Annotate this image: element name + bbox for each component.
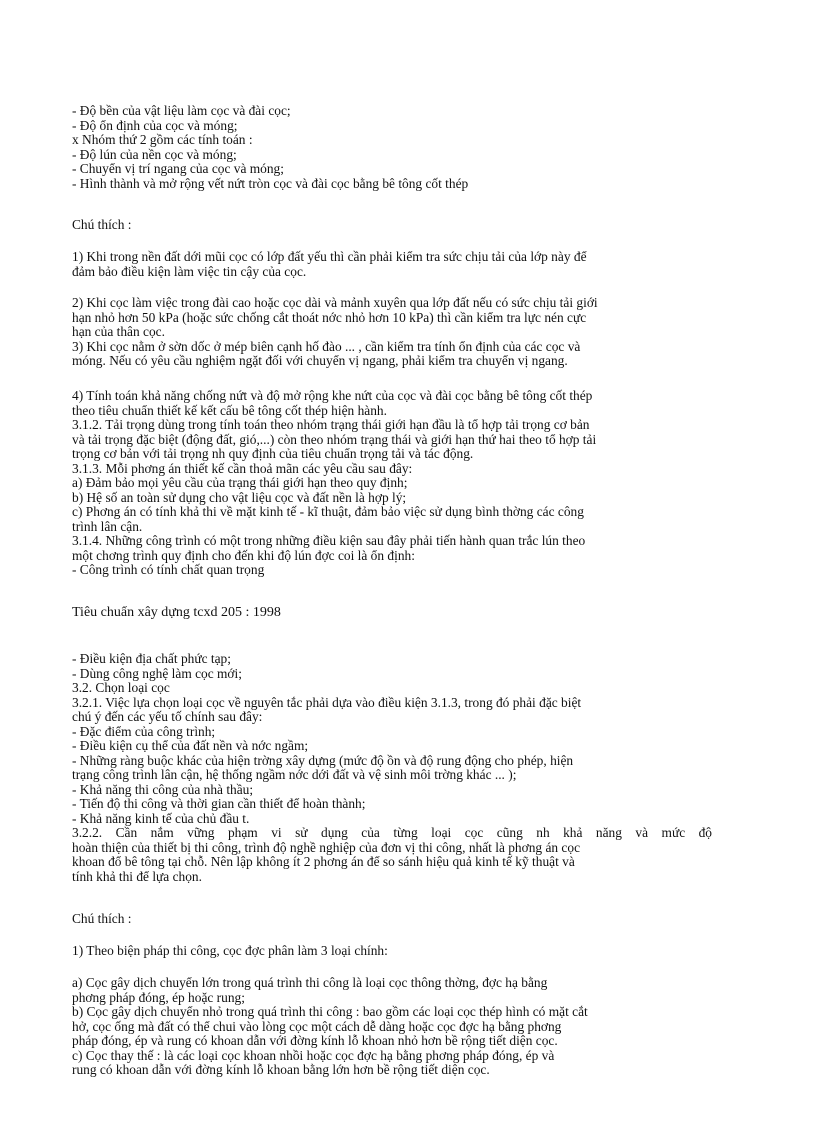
text-line: b) Cọc gây dịch chuyển nhỏ trong quá trình thi công : bao gồm các loại cọc thép hình có mặt cắt	[72, 1005, 588, 1019]
text-line: b) Hệ số an toàn sử dụng cho vật liệu cọc và đất nền là hợp lý;	[72, 490, 407, 505]
text-line: - Điều kiện địa chất phức tạp;	[72, 652, 231, 666]
text-line: 3.1.2. Tải trọng dùng trong tính toán theo nhóm trạng thái giới hạn đầu là tổ hợp tải trọng cơ bản	[72, 418, 590, 432]
text-line: hạn nhỏ hơn 50 kPa (hoặc sức chống cắt thoát nớc nhỏ hơn 10 kPa) thì cần kiểm tra lực nén cực	[72, 310, 587, 325]
text-line: trọng cơ bản với tải trọng nh quy định của tiêu chuẩn trọng tải và tác động.	[72, 447, 474, 461]
text-line: một chơng trình quy định cho đến khi độ lún đợc coi là ổn định:	[72, 548, 415, 563]
text-line: - Công trình có tính chất quan trọng	[72, 563, 265, 577]
text-line: trình lân cận.	[72, 519, 143, 534]
text-line: tính khả thi để lựa chọn.	[72, 869, 202, 884]
pile-types-list	[72, 976, 712, 1078]
text-line: hạn của thân cọc.	[72, 325, 165, 339]
text-line: - Khả năng thi công của nhà thầu;	[72, 782, 254, 797]
text-line: phơng pháp đóng, ép hoặc rung;	[72, 990, 245, 1005]
text-line: a) Cọc gây dịch chuyển lớn trong quá trình thi công là loại cọc thông thờng, đợc hạ bằng	[72, 976, 548, 990]
text-line: 3.1.3. Mỗi phơng án thiết kế cần thoả mãn các yêu cầu sau đây:	[72, 461, 413, 476]
page-header-standard: Tiêu chuẩn xây dựng tcxd 205 : 1998	[72, 605, 281, 620]
text-line: x Nhóm thứ 2 gồm các tính toán :	[72, 133, 253, 147]
note-paragraph: 1) Theo biện pháp thi công, cọc đợc phân làm 3 loại chính:	[72, 944, 388, 958]
note-paragraph	[72, 250, 712, 279]
section-3-1-paragraphs	[72, 389, 712, 578]
text-line: trạng công trình lân cận, hệ thống ngầm nớc dới đất và vệ sinh môi trờng khác ... );	[72, 768, 517, 782]
text-line: móng. Nếu có yêu cầu nghiệm ngặt đối với chuyển vị ngang, phải kiểm tra chuyển vị ngang.	[72, 354, 568, 368]
text-line: 3.2.1. Việc lựa chọn loại cọc về nguyên tắc phải dựa vào điều kiện 3.1.3, trong đó phải đặc biệt	[72, 695, 582, 710]
text-line: - Khả năng kinh tế của chủ đầu t.	[72, 811, 250, 826]
text-line: 4) Tính toán khả năng chống nứt và độ mở rộng khe nứt của cọc và đài cọc bằng bê tông cốt thép	[72, 389, 593, 403]
text-line: và tải trọng đặc biệt (động đất, gió,...) còn theo nhóm trạng thái và giới hạn thứ hai theo tổ hợp tải	[72, 432, 597, 447]
text-line: 3.2. Chọn loại cọc	[72, 681, 170, 695]
text-line: - Độ lún của nền cọc và móng;	[72, 147, 237, 162]
text-line: chú ý đến các yếu tố chính sau đây:	[72, 710, 263, 724]
text-line: - Đặc điểm của công trình;	[72, 724, 216, 739]
text-line: hoàn thiện của thiết bị thi công, trình độ nghề nghiệp của đơn vị thi công, nhất là phơng án cọc	[72, 840, 581, 855]
criteria-list	[72, 104, 712, 191]
text-line: rung có khoan dẫn với đờng kính lỗ khoan bằng lớn hơn bề rộng tiết diện cọc.	[72, 1063, 490, 1077]
text-line: - Hình thành và mở rộng vết nứt tròn cọc và đài cọc bằng bê tông cốt thép	[72, 176, 469, 191]
note-paragraph	[72, 296, 712, 369]
text-line: đảm bảo điều kiện làm việc tin cậy của cọc.	[72, 264, 307, 279]
text-line: 3.2.2. Cần nắm vững phạm vi sử dụng của từng loại cọc cũng nh khả năng và mức độ	[72, 826, 712, 840]
text-line: - Dùng công nghệ làm cọc mới;	[72, 666, 242, 681]
text-line: - Những ràng buộc khác của hiện trờng xây dựng (mức độ ồn và độ rung động cho phép, hiện	[72, 753, 574, 768]
text-line: hở, cọc ống mà đất có thể chui vào lòng cọc một cách dễ dàng hoặc cọc đợc hạ bằng phơng	[72, 1019, 562, 1034]
text-line: 3.1.4. Những công trình có một trong những điều kiện sau đây phải tiến hành quan trắc lún theo	[72, 534, 586, 548]
text-line: 3) Khi cọc nằm ở sờn dốc ở mép biên cạnh hố đào ... , cần kiểm tra tính ổn định của các cọc và	[72, 339, 581, 354]
text-line: - Tiến độ thi công và thời gian cần thiết để hoàn thành;	[72, 797, 366, 811]
text-line: khoan đổ bê tông tại chỗ. Nên lập không ít 2 phơng án để so sánh hiệu quả kinh tế kỹ thuật và	[72, 855, 575, 869]
text-line: c) Cọc thay thế : là các loại cọc khoan nhồi hoặc cọc đợc hạ bằng phơng pháp đóng, ép và	[72, 1048, 555, 1063]
text-line: a) Đảm bảo mọi yêu cầu của trạng thái giới hạn theo quy định;	[72, 476, 408, 490]
text-line: - Độ ổn định của cọc và móng;	[72, 118, 238, 133]
text-line: - Điều kiện cụ thể của đất nền và nớc ngầm;	[72, 739, 309, 753]
note-heading: Chú thích :	[72, 912, 132, 926]
text-line: 1) Khi trong nền đất dới mũi cọc có lớp đất yếu thì cần phải kiểm tra sức chịu tải của lớp này để	[72, 250, 587, 264]
text-line: 2) Khi cọc làm việc trong đài cao hoặc cọc dài và mảnh xuyên qua lớp đất nếu có sức chịu tải giới	[72, 296, 598, 310]
text-line: - Chuyển vị trí ngang của cọc và móng;	[72, 162, 284, 176]
text-line: pháp đóng, ép và rung có khoan dẫn với đờng kính lỗ khoan nhỏ hơn bề rộng tiết diện cọc.	[72, 1034, 558, 1048]
text-line: - Độ bền của vật liệu làm cọc và đài cọc;	[72, 104, 291, 118]
text-line: theo tiêu chuẩn thiết kế kết cấu bê tông cốt thép hiện hành.	[72, 403, 387, 418]
note-heading: Chú thích :	[72, 218, 132, 232]
text-line: c) Phơng án có tính khả thi về mặt kinh tế - kĩ thuật, đảm bảo việc sử dụng bình thờng các công	[72, 505, 584, 519]
section-3-2-paragraphs	[72, 652, 712, 884]
